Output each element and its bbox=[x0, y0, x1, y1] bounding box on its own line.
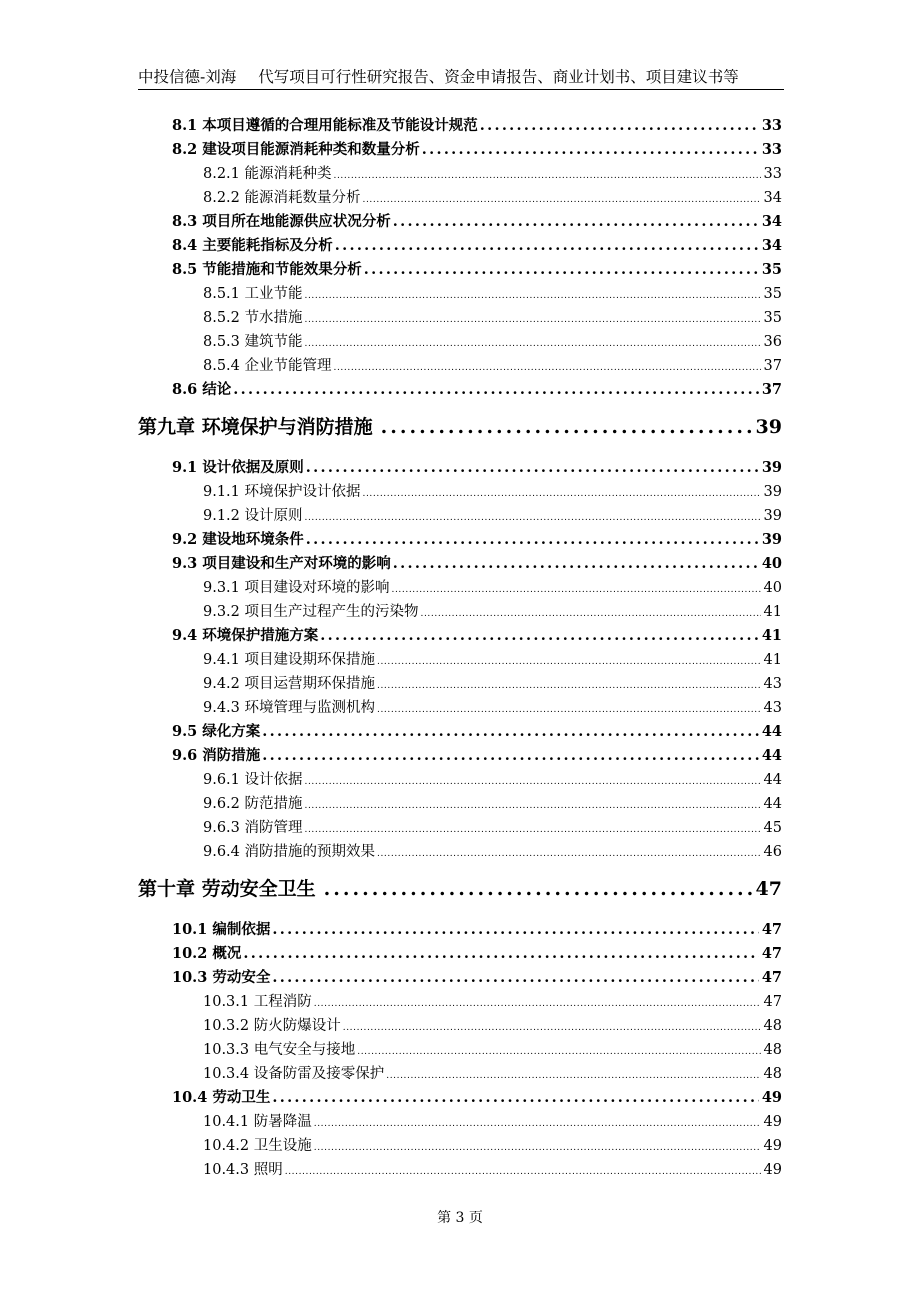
toc-leader-dots bbox=[364, 261, 759, 278]
toc-leader-dots bbox=[272, 921, 758, 938]
toc-leader-dots bbox=[305, 801, 761, 811]
toc-entry-page-number: 44 bbox=[761, 747, 782, 764]
toc-subsection-entry[interactable] bbox=[203, 1110, 782, 1134]
toc-leader-dots bbox=[272, 969, 758, 986]
toc-chapter-entry[interactable] bbox=[138, 412, 782, 442]
toc-entry-page-number: 33 bbox=[763, 166, 782, 182]
toc-entry-page-number: 48 bbox=[763, 1066, 782, 1082]
toc-leader-dots bbox=[343, 1023, 761, 1033]
toc-entry-page-number: 47 bbox=[761, 945, 782, 962]
toc-leader-dots bbox=[305, 291, 761, 301]
toc-leader-dots bbox=[306, 531, 759, 548]
toc-leader-dots bbox=[334, 171, 761, 181]
toc-leader-dots bbox=[305, 315, 761, 325]
toc-subsection-entry[interactable] bbox=[203, 990, 782, 1014]
toc-subsection-entry[interactable] bbox=[203, 162, 782, 186]
header-services: 代写项目可行性研究报告、资金申请报告、商业计划书、项目建议书等 bbox=[258, 68, 739, 86]
toc-entry-page-number: 41 bbox=[763, 604, 782, 620]
toc-subsection-entry[interactable] bbox=[203, 648, 782, 672]
toc-entry-title: 9.3.2 项目生产过程产生的污染物 bbox=[203, 604, 419, 620]
toc-leader-dots bbox=[320, 627, 759, 644]
toc-entry-title: 第十章 劳动安全卫生 bbox=[138, 878, 316, 900]
toc-leader-dots bbox=[377, 681, 761, 691]
toc-entry-page-number: 36 bbox=[763, 334, 782, 350]
toc-entry-page-number: 44 bbox=[763, 796, 782, 812]
toc-entry-page-number: 33 bbox=[761, 141, 782, 158]
toc-entry-title: 8.5.2 节水措施 bbox=[203, 310, 303, 326]
toc-entry-page-number: 49 bbox=[763, 1138, 782, 1154]
toc-entry-title: 9.6.3 消防管理 bbox=[203, 820, 303, 836]
toc-leader-dots bbox=[262, 747, 759, 764]
toc-entry-page-number: 35 bbox=[761, 261, 782, 278]
toc-entry-page-number: 40 bbox=[763, 580, 782, 596]
toc-entry-title: 10.3 劳动安全 bbox=[172, 969, 271, 986]
toc-entry-title: 9.4 环境保护措施方案 bbox=[172, 627, 319, 644]
toc-leader-dots bbox=[305, 777, 761, 787]
toc-leader-dots bbox=[422, 141, 759, 158]
toc-subsection-entry[interactable] bbox=[203, 1158, 782, 1182]
toc-leader-dots bbox=[480, 117, 759, 134]
toc-entry-page-number: 41 bbox=[761, 627, 782, 644]
toc-section-entry[interactable] bbox=[172, 966, 782, 990]
toc-entry-page-number: 49 bbox=[763, 1114, 782, 1130]
toc-entry-title: 8.5.1 工业节能 bbox=[203, 286, 303, 302]
toc-entry-title: 10.3.4 设备防雷及接零保护 bbox=[203, 1066, 385, 1082]
toc-entry-title: 9.3 项目建设和生产对环境的影响 bbox=[172, 555, 391, 572]
toc-subsection-entry[interactable] bbox=[203, 792, 782, 816]
toc-entry-title: 8.4 主要能耗指标及分析 bbox=[172, 237, 333, 254]
toc-entry-page-number: 35 bbox=[763, 286, 782, 302]
toc-section-entry[interactable] bbox=[172, 210, 782, 234]
toc-leader-dots bbox=[272, 1089, 758, 1106]
toc-entry-page-number: 34 bbox=[761, 237, 782, 254]
toc-entry-title: 9.5 绿化方案 bbox=[172, 723, 261, 740]
toc-subsection-entry[interactable] bbox=[203, 330, 782, 354]
toc-section-entry[interactable] bbox=[172, 720, 782, 744]
toc-section-entry[interactable] bbox=[172, 114, 782, 138]
toc-leader-dots bbox=[393, 213, 759, 230]
toc-entry-title: 8.3 项目所在地能源供应状况分析 bbox=[172, 213, 391, 230]
toc-section-entry[interactable] bbox=[172, 258, 782, 282]
toc-leader-dots bbox=[314, 1143, 761, 1153]
toc-entry-page-number: 47 bbox=[761, 921, 782, 938]
toc-entry-title: 10.4.3 照明 bbox=[203, 1162, 283, 1178]
toc-entry-page-number: 47 bbox=[763, 994, 782, 1010]
toc-leader-dots bbox=[314, 1119, 761, 1129]
toc-leader-dots bbox=[305, 339, 761, 349]
toc-subsection-entry[interactable] bbox=[203, 282, 782, 306]
toc-entry-page-number: 44 bbox=[761, 723, 782, 740]
toc-subsection-entry[interactable] bbox=[203, 306, 782, 330]
toc-leader-dots bbox=[262, 723, 759, 740]
toc-section-entry[interactable] bbox=[172, 552, 782, 576]
toc-leader-dots bbox=[335, 237, 759, 254]
toc-entry-title: 8.2 建设项目能源消耗种类和数量分析 bbox=[172, 141, 420, 158]
toc-leader-dots bbox=[386, 1071, 760, 1081]
toc-entry-title: 10.3.3 电气安全与接地 bbox=[203, 1042, 356, 1058]
toc-entry-page-number: 40 bbox=[761, 555, 782, 572]
toc-leader-dots bbox=[392, 585, 761, 595]
toc-leader-dots bbox=[306, 459, 759, 476]
toc-entry-title: 9.6.2 防范措施 bbox=[203, 796, 303, 812]
toc-entry-title: 10.4 劳动卫生 bbox=[172, 1089, 271, 1106]
toc-entry-title: 8.6 结论 bbox=[172, 381, 232, 398]
toc-leader-dots bbox=[377, 849, 761, 859]
toc-leader-dots bbox=[381, 416, 753, 438]
toc-section-entry[interactable] bbox=[172, 624, 782, 648]
toc-leader-dots bbox=[233, 381, 759, 398]
toc-subsection-entry[interactable] bbox=[203, 1038, 782, 1062]
toc-section-entry[interactable] bbox=[172, 528, 782, 552]
toc-entry-title: 8.1 本项目遵循的合理用能标准及节能设计规范 bbox=[172, 117, 478, 134]
toc-subsection-entry[interactable] bbox=[203, 480, 782, 504]
toc-entry-page-number: 33 bbox=[761, 117, 782, 134]
toc-entry-page-number: 39 bbox=[761, 531, 782, 548]
toc-subsection-entry[interactable] bbox=[203, 504, 782, 528]
toc-entry-title: 9.6.1 设计依据 bbox=[203, 772, 303, 788]
toc-leader-dots bbox=[363, 489, 761, 499]
toc-entry-page-number: 43 bbox=[763, 700, 782, 716]
toc-entry-page-number: 44 bbox=[763, 772, 782, 788]
toc-entry-title: 9.2 建设地环境条件 bbox=[172, 531, 304, 548]
toc-entry-title: 9.4.1 项目建设期环保措施 bbox=[203, 652, 376, 668]
toc-chapter-entry[interactable] bbox=[138, 874, 782, 904]
toc-section-entry[interactable] bbox=[172, 234, 782, 258]
toc-subsection-entry[interactable] bbox=[203, 768, 782, 792]
toc-subsection-entry[interactable] bbox=[203, 816, 782, 840]
toc-leader-dots bbox=[334, 363, 761, 373]
toc-leader-dots bbox=[305, 825, 761, 835]
toc-entry-title: 9.6.4 消防措施的预期效果 bbox=[203, 844, 376, 860]
toc-entry-title: 10.4.1 防暑降温 bbox=[203, 1114, 312, 1130]
toc-section-entry[interactable] bbox=[172, 942, 782, 966]
toc-entry-title: 9.4.2 项目运营期环保措施 bbox=[203, 676, 376, 692]
toc-entry-title: 9.1 设计依据及原则 bbox=[172, 459, 304, 476]
toc-subsection-entry[interactable] bbox=[203, 1062, 782, 1086]
toc-entry-page-number: 41 bbox=[763, 652, 782, 668]
toc-leader-dots bbox=[314, 999, 761, 1009]
toc-entry-page-number: 46 bbox=[763, 844, 782, 860]
toc-section-entry[interactable] bbox=[172, 918, 782, 942]
toc-entry-page-number: 39 bbox=[761, 459, 782, 476]
toc-leader-dots bbox=[377, 657, 761, 667]
toc-entry-page-number: 39 bbox=[763, 484, 782, 500]
toc-subsection-entry[interactable] bbox=[203, 600, 782, 624]
toc-section-entry[interactable] bbox=[172, 744, 782, 768]
toc-section-entry[interactable] bbox=[172, 1086, 782, 1110]
toc-entry-title: 9.6 消防措施 bbox=[172, 747, 261, 764]
page-header bbox=[138, 62, 784, 90]
toc-leader-dots bbox=[324, 878, 753, 900]
toc-entry-title: 10.3.1 工程消防 bbox=[203, 994, 312, 1010]
toc-leader-dots bbox=[285, 1167, 761, 1177]
toc-leader-dots bbox=[305, 513, 761, 523]
toc-leader-dots bbox=[357, 1047, 760, 1057]
toc-leader-dots bbox=[243, 945, 758, 962]
page-number: 第 3 页 bbox=[437, 1210, 483, 1226]
toc-entry-page-number: 39 bbox=[755, 416, 782, 438]
toc-entry-page-number: 34 bbox=[761, 213, 782, 230]
toc-entry-page-number: 45 bbox=[763, 820, 782, 836]
toc-entry-page-number: 39 bbox=[763, 508, 782, 524]
toc-entry-title: 10.2 概况 bbox=[172, 945, 242, 962]
toc-section-entry[interactable] bbox=[172, 456, 782, 480]
toc-entry-title: 8.2.1 能源消耗种类 bbox=[203, 166, 332, 182]
header-author: 中投信德-刘海 bbox=[138, 68, 237, 86]
toc-entry-page-number: 35 bbox=[763, 310, 782, 326]
toc-entry-title: 8.2.2 能源消耗数量分析 bbox=[203, 190, 361, 206]
toc-entry-page-number: 47 bbox=[761, 969, 782, 986]
toc-entry-title: 8.5 节能措施和节能效果分析 bbox=[172, 261, 362, 278]
toc-entry-page-number: 43 bbox=[763, 676, 782, 692]
toc-entry-page-number: 49 bbox=[761, 1089, 782, 1106]
toc-subsection-entry[interactable] bbox=[203, 840, 782, 864]
toc-entry-title: 8.5.4 企业节能管理 bbox=[203, 358, 332, 374]
toc-entry-page-number: 37 bbox=[761, 381, 782, 398]
toc-entry-title: 第九章 环境保护与消防措施 bbox=[138, 416, 373, 438]
toc-entry-title: 10.4.2 卫生设施 bbox=[203, 1138, 312, 1154]
toc-subsection-entry[interactable] bbox=[203, 1014, 782, 1038]
toc-leader-dots bbox=[393, 555, 759, 572]
toc-entry-title: 9.4.3 环境管理与监测机构 bbox=[203, 700, 376, 716]
toc-leader-dots bbox=[421, 609, 761, 619]
toc-leader-dots bbox=[377, 705, 761, 715]
toc-entry-page-number: 49 bbox=[763, 1162, 782, 1178]
toc-subsection-entry[interactable] bbox=[203, 186, 782, 210]
toc-subsection-entry[interactable] bbox=[203, 1134, 782, 1158]
toc-subsection-entry[interactable] bbox=[203, 696, 782, 720]
toc-entry-title: 10.3.2 防火防爆设计 bbox=[203, 1018, 341, 1034]
toc-subsection-entry[interactable] bbox=[203, 672, 782, 696]
toc-subsection-entry[interactable] bbox=[203, 354, 782, 378]
toc-entry-title: 8.5.3 建筑节能 bbox=[203, 334, 303, 350]
toc-section-entry[interactable] bbox=[172, 378, 782, 402]
toc-entry-page-number: 48 bbox=[763, 1018, 782, 1034]
toc-entry-title: 9.1.1 环境保护设计依据 bbox=[203, 484, 361, 500]
toc-subsection-entry[interactable] bbox=[203, 576, 782, 600]
toc-entry-title: 9.3.1 项目建设对环境的影响 bbox=[203, 580, 390, 596]
toc-entry-page-number: 37 bbox=[763, 358, 782, 374]
toc-entry-page-number: 47 bbox=[755, 878, 782, 900]
toc-entry-title: 10.1 编制依据 bbox=[172, 921, 271, 938]
toc-section-entry[interactable] bbox=[172, 138, 782, 162]
toc-entry-page-number: 34 bbox=[763, 190, 782, 206]
toc-entry-page-number: 48 bbox=[763, 1042, 782, 1058]
toc-entry-title: 9.1.2 设计原则 bbox=[203, 508, 303, 524]
toc-leader-dots bbox=[363, 195, 761, 205]
